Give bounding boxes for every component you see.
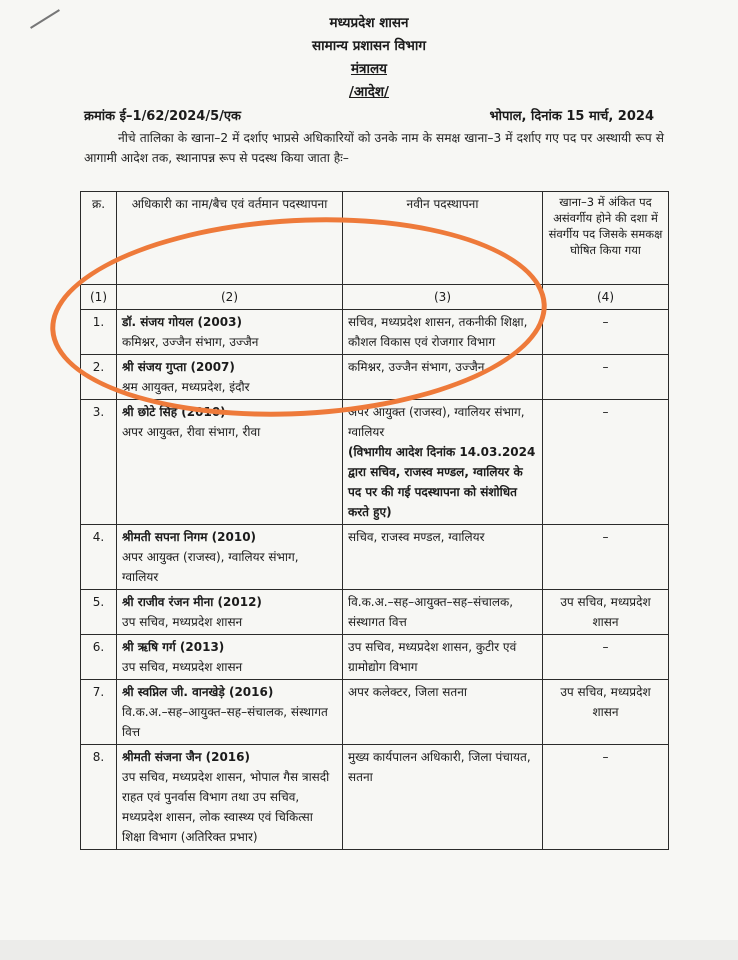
officer-name: डॉ. संजय गोयल (2003) [122, 315, 242, 329]
col-number: (2) [117, 285, 343, 310]
new-posting-cell [343, 355, 543, 400]
new-posting-cell [343, 635, 543, 680]
equivalent-post: – [543, 745, 669, 850]
col-number: (1) [81, 285, 117, 310]
header-ministry: मंत्रालय [350, 61, 387, 77]
row-serial: 8. [81, 745, 117, 850]
equivalent-post: – [543, 635, 669, 680]
current-posting: उप सचिव, मध्यप्रदेश शासन [122, 615, 243, 629]
table-header-row [81, 192, 669, 285]
header-equivalent: खाना–3 में अंकित पद असंवर्गीय होने की दशा में संवर्गीय पद जिसके समकक्ष घोषित किया गया [543, 192, 669, 285]
row-serial: 4. [81, 525, 117, 590]
header-department: सामान्य प्रशासन विभाग [312, 38, 426, 54]
current-posting: श्रम आयुक्त, मध्यप्रदेश, इंदौर [122, 380, 250, 394]
officer-name: श्रीमती संजना जैन (2016) [122, 750, 250, 764]
current-posting: उप सचिव, मध्यप्रदेश शासन [122, 660, 243, 674]
col-number: (4) [543, 285, 669, 310]
new-posting: उप सचिव, मध्यप्रदेश शासन, कुटीर एवं ग्रामोद्योग विभाग [348, 640, 517, 674]
officer-cell [117, 310, 343, 355]
officer-name: श्री स्वप्निल जी. वानखेड़े (2016) [122, 685, 274, 699]
header-new-posting: नवीन पदस्थापना [343, 192, 543, 285]
table-row [81, 590, 669, 635]
row-serial: 7. [81, 680, 117, 745]
new-posting: अपर कलेक्टर, जिला सतना [348, 685, 467, 699]
intro-paragraph: नीचे तालिका के खाना–2 में दर्शाए भाप्रसे अधिकारियों को उनके नाम के समक्ष खाना–3 में दर्शाए गए पद पर अस्थायी रूप से आगामी आदेश तक, स्थानापन्न रूप से पदस्थ किया जाता हैः– [84, 131, 664, 165]
column-number-row [81, 285, 669, 310]
new-posting-note: (विभागीय आदेश दिनांक 14.03.2024 द्वारा सचिव, राजस्व मण्डल, ग्वालियर के पद पर की गई पदस्थापना को संशोधित करते हुए) [348, 445, 536, 519]
current-posting: कमिश्नर, उज्जैन संभाग, उज्जैन [122, 335, 259, 349]
officer-cell [117, 525, 343, 590]
officer-cell [117, 635, 343, 680]
equivalent-post: – [543, 400, 669, 525]
current-posting: वि.क.अ.–सह–आयुक्त–सह–संचालक, संस्थागत वित्त [122, 705, 328, 739]
equivalent-post: – [543, 525, 669, 590]
header-order-title: /आदेश/ [348, 84, 389, 100]
order-number: क्रमांक ई–1/62/2024/5/एक [84, 109, 242, 124]
new-posting-cell [343, 745, 543, 850]
equivalent-post: उप सचिव, मध्यप्रदेश शासन [543, 680, 669, 745]
current-posting: अपर आयुक्त, रीवा संभाग, रीवा [122, 425, 261, 439]
officer-name: श्रीमती सपना निगम (2010) [122, 530, 257, 544]
new-posting-cell [343, 400, 543, 525]
page-bottom-edge [0, 940, 738, 960]
table-row [81, 745, 669, 850]
table-row [81, 635, 669, 680]
current-posting: उप सचिव, मध्यप्रदेश शासन, भोपाल गैस त्रासदी राहत एवं पुनर्वास विभाग तथा उप सचिव, मध्यप्रदेश शासन, लोक स्वास्थ्य एवं चिकित्सा शिक्षा विभाग (अतिरिक्त प्रभार) [122, 770, 330, 844]
table-row [81, 355, 669, 400]
officer-cell [117, 745, 343, 850]
new-posting: सचिव, मध्यप्रदेश शासन, तकनीकी शिक्षा, कौशल विकास एवं रोजगार विभाग [348, 315, 528, 349]
col-number: (3) [343, 285, 543, 310]
officer-name: श्री संजय गुप्ता (2007) [122, 360, 235, 374]
new-posting: मुख्य कार्यपालन अधिकारी, जिला पंचायत, सतना [348, 750, 531, 784]
new-posting: अपर आयुक्त (राजस्व), ग्वालियर संभाग, ग्वालियर [348, 405, 525, 439]
new-posting-cell [343, 525, 543, 590]
place-date: भोपाल, दिनांक 15 मार्च, 2024 [489, 109, 654, 124]
document-header [0, 12, 738, 104]
equivalent-post: – [543, 310, 669, 355]
equivalent-post: – [543, 355, 669, 400]
officer-name: श्री ऋषि गर्ग (2013) [122, 640, 225, 654]
officer-name: श्री राजीव रंजन मीना (2012) [122, 595, 262, 609]
officer-cell [117, 680, 343, 745]
officer-cell [117, 590, 343, 635]
current-posting: अपर आयुक्त (राजस्व), ग्वालियर संभाग, ग्वालियर [122, 550, 299, 584]
row-serial: 6. [81, 635, 117, 680]
new-posting: कमिश्नर, उज्जैन संभाग, उज्जैन [348, 360, 485, 374]
new-posting-cell [343, 590, 543, 635]
officer-name: श्री छोटे सिंह (2010) [122, 405, 226, 419]
row-serial: 1. [81, 310, 117, 355]
row-serial: 5. [81, 590, 117, 635]
table-row [81, 400, 669, 525]
table-row [81, 680, 669, 745]
new-posting-cell [343, 310, 543, 355]
officer-cell [117, 400, 343, 525]
postings-table [80, 191, 669, 850]
new-posting: वि.क.अ.–सह–आयुक्त–सह–संचालक, संस्थागत वित्त [348, 595, 514, 629]
header-government: मध्यप्रदेश शासन [329, 15, 409, 31]
table-row [81, 525, 669, 590]
row-serial: 2. [81, 355, 117, 400]
equivalent-post: उप सचिव, मध्यप्रदेश शासन [543, 590, 669, 635]
header-serial: क्र. [81, 192, 117, 285]
new-posting-cell [343, 680, 543, 745]
table-row [81, 310, 669, 355]
header-officer: अधिकारी का नाम/बैच एवं वर्तमान पदस्थापना [117, 192, 343, 285]
officer-cell [117, 355, 343, 400]
new-posting: सचिव, राजस्व मण्डल, ग्वालियर [348, 530, 485, 544]
row-serial: 3. [81, 400, 117, 525]
